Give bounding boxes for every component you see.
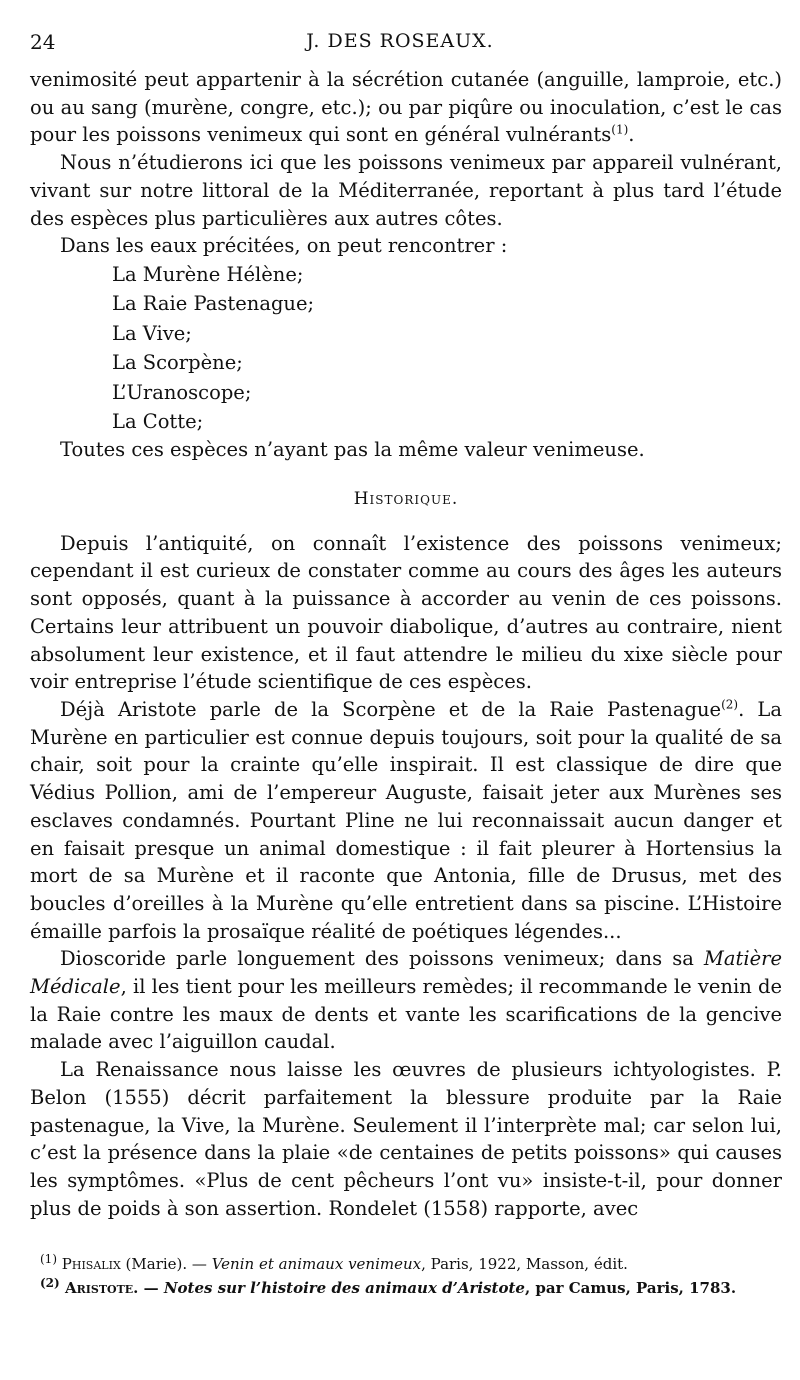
- paragraph: La Renaissance nous laisse les œuvres de plusieurs ichtyologistes. P. Belon (1555) décrit parfaitement la blessure produite par la Raie pastenague, la Vive, la Murène. Seulement il l’interprète mal; car selon lui, c’est la présence dans la plaie «de centaines de petits poissons» qui causes les symptômes. «Plus de cent pêcheurs l’ont vu» insiste-t-il, pour donner plus de poids à son assertion. Rondelet (1558) rapporte, avec: [30, 1058, 782, 1220]
- footnote-ref: (2): [721, 697, 739, 712]
- paragraph-text: Dioscoride parle longuement des poissons venimeux; dans sa: [60, 947, 704, 971]
- paragraph-text: . La Murène en particulier est connue depuis toujours, soit pour la qualité de sa chair, soit pour la crainte qu’elle inspirait. Il est classique de dire que Védius Pollion, ami de l’empereur Auguste, faisait jeter aux Murènes ses esclaves condamnés. Pourtant Pline ne lui reconnaissait aucun danger et en faisait presque un animal domestique : il fait pleurer à Hortensius la mort de sa Murène et il raconte que Antonia, fille de Drusus, met des boucles d’oreilles à la Murène qu’elle entretient dans sa piscine. L’Histoire émaille parfois la prosaïque réalité de poétiques légendes...: [30, 697, 782, 943]
- footnote-author: Phisalix: [61, 1255, 121, 1273]
- paragraph: Nous n’étudierons ici que les poissons venimeux par appareil vulnérant, vivant sur notre littoral de la Méditerranée, reportant à plus tard l’étude des espèces plus particulières aux autres côtes.: [30, 151, 782, 230]
- paragraph: Toutes ces espèces n’ayant pas la même valeur venimeuse.: [60, 438, 645, 462]
- footnote-number: (1): [40, 1252, 57, 1266]
- footnote-number: (2): [40, 1276, 60, 1290]
- paragraph-text: venimosité peut appartenir à la sécrétion cutanée (anguille, lamproie, etc.) ou au sang (murène, congre, etc.); ou par piqûre ou inoculation, c’est le cas pour les poissons venimeux qui sont en général vulnérants: [30, 68, 782, 147]
- footnote-text: , Paris, 1922, Masson, édit.: [421, 1255, 628, 1273]
- footnote-title: Venin et animaux venimeux: [211, 1255, 422, 1273]
- list-item: L’Uranoscope;: [112, 380, 252, 404]
- paragraph: [30, 696, 782, 945]
- list-item: La Murène Hélène;: [112, 262, 304, 286]
- footnote-text: . —: [133, 1279, 164, 1297]
- running-title: J. DES ROSEAUX.: [306, 30, 494, 52]
- paragraph: [30, 945, 782, 1056]
- list-item: La Scorpène;: [112, 351, 243, 375]
- paragraph: Dans les eaux précitées, on peut rencontrer :: [60, 234, 508, 258]
- section-title: Historique.: [353, 489, 459, 510]
- work-title: Matière Médicale: [30, 947, 782, 999]
- paragraph-text: Déjà Aristote parle de la Scorpène et de la Raie Pastenague: [60, 697, 722, 721]
- list-item: La Raie Pastenague;: [112, 292, 315, 316]
- page-number: 24: [30, 30, 56, 54]
- footnote: [40, 1276, 770, 1300]
- footnote-ref: (1): [611, 122, 629, 137]
- footnote-text: , par Camus, Paris, 1783.: [524, 1279, 737, 1297]
- footnotes: [40, 1252, 770, 1300]
- list-item: La Cotte;: [112, 409, 204, 433]
- paragraph: venimosité peut appartenir à la sécrétion cutanée (anguille, lamproie, etc.) ou au sang (murène, congre, etc.); ou par piqûre ou inoculation, c’est le cas pour les poissons venimeux qui sont en général vulnérants$^{(1)}$.: [30, 68, 782, 147]
- body-text: [30, 66, 782, 1222]
- footnote: [40, 1252, 770, 1276]
- list-item: La Vive;: [112, 321, 192, 345]
- paragraph-text: , il les tient pour les meilleurs remèdes; il recommande le venin de la Raie contre les maux de dents et vante les scarifications de la gencive malade avec l’aiguillon caudal.: [30, 975, 782, 1054]
- footnote-author: Aristote: [64, 1279, 134, 1297]
- species-list: [30, 260, 782, 436]
- paragraph: Depuis l’antiquité, on connaît l’existence des poissons venimeux; cependant il est curieux de constater comme au cours des âges les auteurs sont opposés, quant à la puissance à accorder au venin de ces poissons. Certains leur attribuent un pouvoir diabolique, d’autres au contraire, nient absolument leur existence, et il faut attendre le milieu du xixe siècle pour voir entreprise l’étude scientifique de ces espèces.: [30, 531, 782, 694]
- page-header: [30, 30, 770, 60]
- footnote-text: (Marie). —: [120, 1255, 212, 1273]
- footnote-title: Notes sur l’histoire des animaux d’Aristote: [163, 1279, 525, 1297]
